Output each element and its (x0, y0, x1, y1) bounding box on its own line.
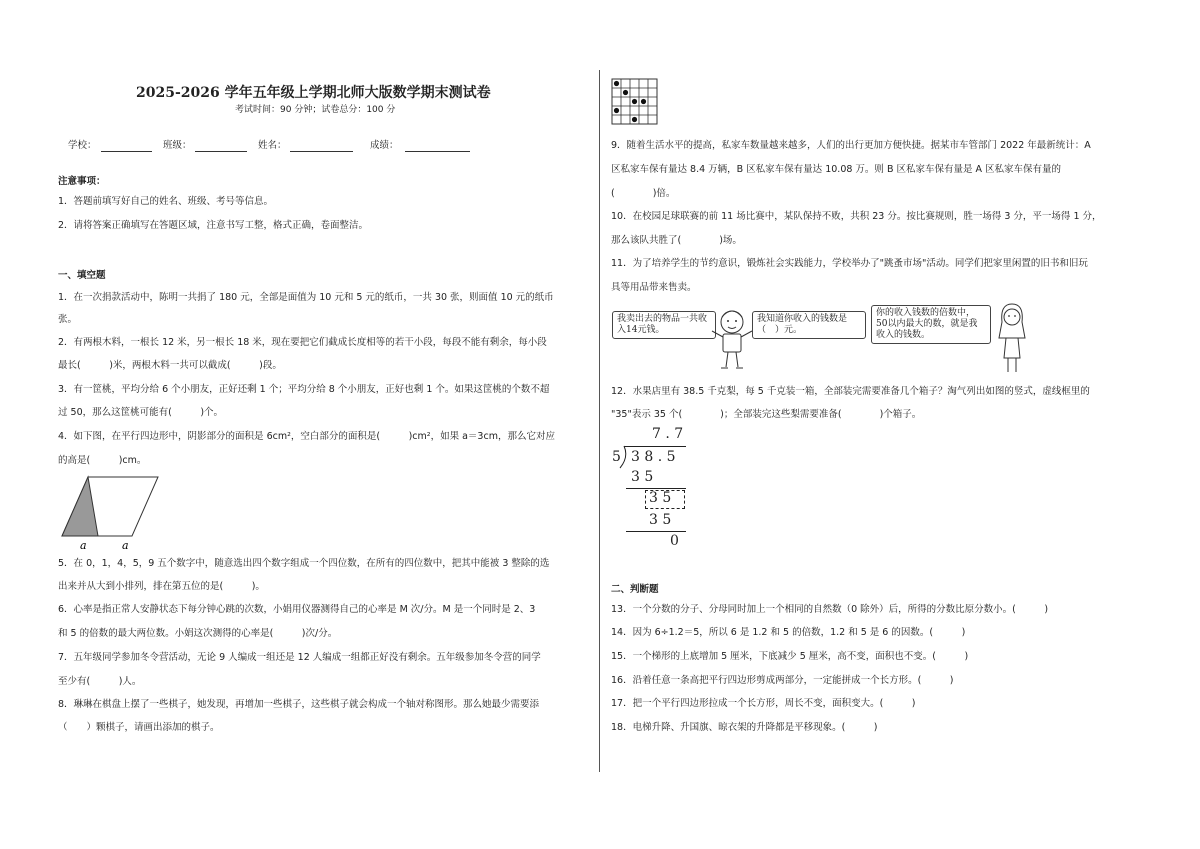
girl-dress (1004, 338, 1020, 358)
question-line: 3．有一筐桃，平均分给 6 个小朋友，正好还剩 1 个；平均分给 8 个小朋友，正好也剩 1 个。如果这筐桃的个数不超 (58, 384, 550, 395)
division-step-1: 3 5 (631, 469, 654, 485)
boy-illustration (708, 303, 756, 373)
division-step-2: 3 5 (649, 490, 672, 506)
question-line: 至少有( )人。 (58, 676, 142, 687)
question-line: 那么该队共胜了( )场。 (611, 235, 742, 246)
division-step-3: 3 5 (649, 512, 672, 528)
exam-info: 考试时间：90 分钟；试卷总分：100 分 (235, 105, 396, 115)
question-line: 区私家车保有量达 8.4 万辆，B 区私家车保有量达 10.08 万。则 B 区私家车保有量是 A 区私家车保有量的 (611, 164, 1062, 175)
question-line: 10．在校园足球联赛的前 11 场比赛中，某队保持不败，共积 23 分。按比赛规则，胜一场得 3 分，平一场得 1 分， (611, 211, 1102, 222)
question-line: 14．因为 6÷1.2＝5，所以 6 是 1.2 和 5 的倍数，1.2 和 5 是 6 的因数。( ) (611, 627, 966, 638)
speech-bubble-2: 我知道你收入的钱数是（ ）元。 (752, 311, 866, 339)
division-quotient: 7 . 7 (652, 426, 684, 442)
label-a-right: a (122, 539, 129, 552)
division-bar (624, 446, 686, 447)
question-line: （ ）颗棋子，请画出添加的棋子。 (58, 722, 220, 733)
chess-piece (632, 117, 637, 122)
division-rule-2 (626, 531, 686, 532)
class-label: 班级： (163, 140, 192, 151)
question-line: 6．心率是指正常人安静状态下每分钟心跳的次数，小娟用仪器测得自己的心率是 M 次/分。M 是一个同时是 2、3 (58, 604, 536, 615)
question-line: "35"表示 35 个( )；全部装完这些梨需要准备( )个箱子。 (611, 409, 922, 420)
question-line: 16．沿着任意一条高把平行四边形剪成两部分，一定能拼成一个长方形。( ) (611, 675, 954, 686)
chessboard-grid (611, 78, 661, 128)
column-divider (599, 70, 600, 772)
parallelogram-figure (58, 472, 168, 552)
section-heading-judge: 二、判断题 (611, 584, 659, 595)
chess-piece (614, 81, 619, 86)
question-line: 最长( )米，两根木料一共可以截成( )段。 (58, 360, 282, 371)
question-line: 4．如下图，在平行四边形中，阴影部分的面积是 6cm²，空白部分的面积是( )cm²，如果 a＝3cm，那么它对应 (58, 431, 555, 442)
division-remainder: 0 (670, 533, 679, 549)
boy-body (723, 334, 741, 352)
school-label: 学校： (68, 140, 97, 151)
question-line: 7．五年级同学参加冬令营活动，无论 9 人编成一组还是 12 人编成一组都正好没有剩余。五年级参加冬令营的同学 (58, 652, 541, 663)
question-line: 和 5 的倍数的最大两位数。小娟这次测得的心率是( )次/分。 (58, 628, 338, 639)
question-line: 8．琳琳在棋盘上摆了一些棋子，她发现，再增加一些棋子，这些棋子就会构成一个轴对称图形。那么她最少需要添 (58, 699, 540, 710)
section-heading-fill: 一、填空题 (58, 270, 106, 281)
division-dividend: 3 8 . 5 (631, 449, 676, 465)
chess-piece (614, 108, 619, 113)
chess-piece (641, 99, 646, 104)
division-rule-1 (626, 488, 686, 489)
question-line: 15．一个梯形的上底增加 5 厘米，下底减少 5 厘米，高不变，面积也不变。( ) (611, 651, 969, 662)
label-a-left: a (80, 539, 87, 552)
question-line: 张。 (58, 314, 78, 325)
girl-illustration (992, 300, 1032, 376)
class-blank[interactable] (195, 151, 247, 152)
score-label: 成绩： (370, 140, 399, 151)
question-line: ( )倍。 (611, 188, 676, 199)
question-line: 13．一个分数的分子、分母同时加上一个相同的自然数（0 除外）后，所得的分数比原分数小。( ) (611, 604, 1049, 615)
speech-bubble-1: 我卖出去的物品一共收入14元钱。 (612, 311, 716, 339)
division-divisor: 5 (612, 449, 621, 465)
school-blank[interactable] (101, 151, 152, 152)
question-line: 12．水果店里有 38.5 千克梨，每 5 千克装一箱，全部装完需要准备几个箱子？淘气列出如图的竖式，虚线框里的 (611, 386, 1090, 397)
page-title: 2025-2026 学年五年级上学期北师大版数学期末测试卷 (136, 85, 491, 101)
question-line: 1．在一次捐款活动中，陈明一共捐了 180 元，全部是面值为 10 元和 5 元的纸币，一共 30 张，则面值 10 元的纸币 (58, 292, 554, 303)
question-line: 的高是( )cm。 (58, 455, 147, 466)
chess-piece (632, 99, 637, 104)
chess-piece (623, 90, 628, 95)
notice-item: 2．请将答案正确填写在答题区域，注意书写工整，格式正确，卷面整洁。 (58, 220, 369, 231)
notice-heading: 注意事项： (58, 176, 106, 187)
question-line: 具等用品带来售卖。 (611, 282, 697, 293)
name-label: 姓名： (258, 140, 287, 151)
question-line: 过 50，那么这筐桃可能有( )个。 (58, 407, 224, 418)
speech-bubble-3: 你的收入钱数的倍数中，50以内最大的数，就是我收入的钱数。 (871, 305, 991, 344)
question-line: 2．有两根木料，一根长 12 米，另一根长 18 米，现在要把它们截成长度相等的若干小段，每段不能有剩余，每小段 (58, 337, 547, 348)
girl-head (1004, 309, 1020, 325)
question-line: 5．在 0，1，4，5，9 五个数字中，随意选出四个数字组成一个四位数，在所有的四位数中，把其中能被 3 整除的选 (58, 558, 550, 569)
question-line: 17．把一个平行四边形拉成一个长方形，周长不变，面积变大。( ) (611, 698, 916, 709)
notice-item: 1．答题前填写好自己的姓名、班级、考号等信息。 (58, 196, 274, 207)
question-line: 出来并从大到小排列，排在第五位的是( )。 (58, 581, 265, 592)
name-blank[interactable] (290, 151, 353, 152)
question-line: 18．电梯升降、升国旗、晾衣架的升降都是平移现象。( ) (611, 722, 878, 733)
score-blank[interactable] (405, 151, 470, 152)
question-line: 11．为了培养学生的节约意识，锻炼社会实践能力，学校举办了"跳蚤市场"活动。同学们把家里闲置的旧书和旧玩 (611, 258, 1088, 269)
question-line: 9．随着生活水平的提高，私家车数量越来越多，人们的出行更加方便快捷。据某市车管部门 2022 年最新统计：A (611, 140, 1091, 151)
